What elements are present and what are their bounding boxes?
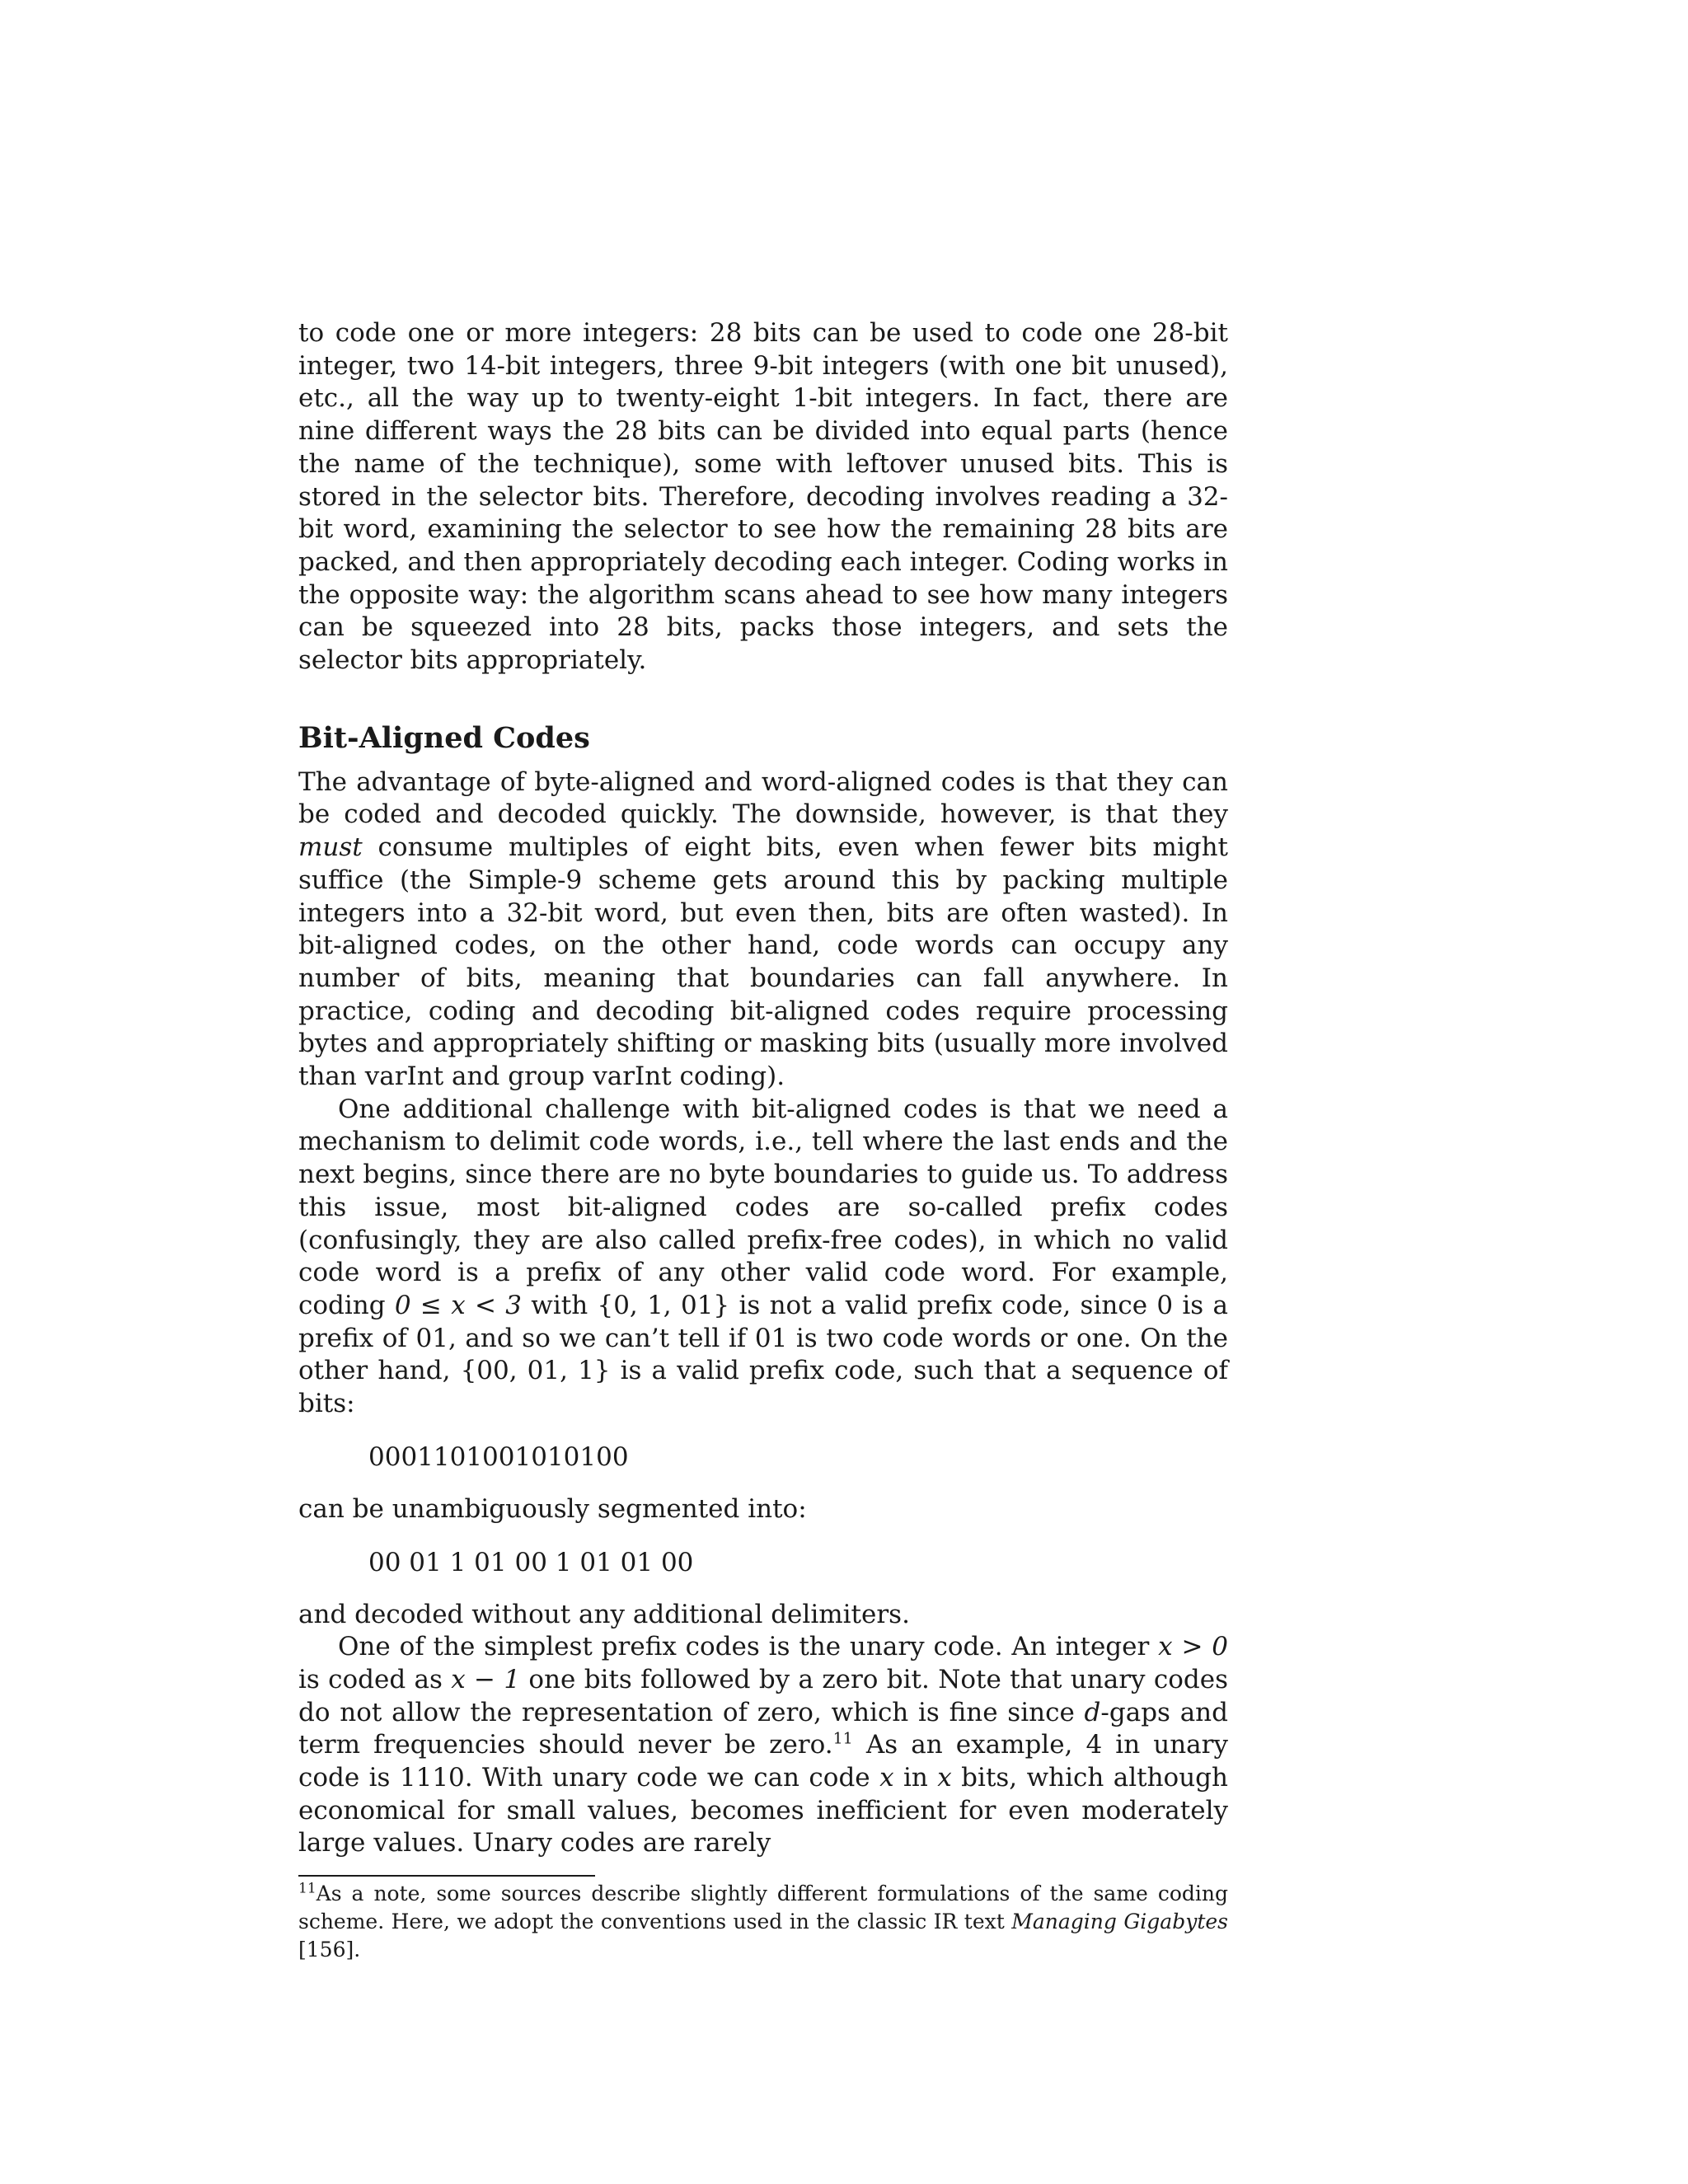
text-span: bits, which although economical for small values, becomes inefficient for even moderately large values. Unary codes are rarely <box>298 1763 1228 1858</box>
paragraph-unary-code <box>298 1631 1228 1860</box>
paragraph-decoded: and decoded without any additional delimiters. <box>298 1599 910 1629</box>
text-span: one bits followed by a zero bit. Note that unary codes do not allow the representation of zero, which is fine since <box>298 1664 1228 1727</box>
text-span: [156]. <box>298 1938 361 1962</box>
text-span: with <box>522 1290 598 1320</box>
math-x-positive: x > 0 <box>1158 1632 1229 1662</box>
math-x: x <box>937 1763 952 1793</box>
text-span: One of the simplest prefix codes is the unary code. An integer <box>338 1632 1159 1662</box>
paragraph-advantage <box>298 766 1228 1094</box>
text-span: The advantage of byte-aligned and word-aligned codes is that they can be coded and decoded quickly. The downside, however, is that they <box>298 766 1228 830</box>
paragraph-segmented-intro: can be unambiguously segmented into: <box>298 1493 807 1524</box>
display-segmented-bits: 00 01 1 01 00 1 01 01 00 <box>368 1547 694 1577</box>
text-span: is coded as <box>298 1664 452 1694</box>
text-span: One additional challenge with bit-aligned codes is that we need a mechanism to delimit code words, i.e., tell where the last ends and the next begins, since there are no byte boundaries to guide us. To address this issue, most bit-aligned codes are so-called prefix codes (confusingly, they are also called prefix-free codes), in which no valid code word is a prefix of any other valid code word. For example, coding <box>298 1094 1228 1320</box>
text-span: is a valid prefix code, such that a sequence of bits: <box>298 1356 1228 1419</box>
paragraph-prefix-codes <box>298 1094 1228 1421</box>
display-bit-sequence: 0001101001010100 <box>368 1441 629 1472</box>
section-heading: Bit-Aligned Codes <box>298 720 590 755</box>
text-span: is not a valid prefix code, since 0 is a prefix of 01, and so we can’t tell if 01 is two code words or one. On the other hand, <box>298 1290 1228 1386</box>
math-set-valid: {00, 01, 1} <box>460 1356 611 1386</box>
math-x-minus-one: x − 1 <box>451 1664 521 1694</box>
footnote-reference[interactable]: 11 <box>832 1729 853 1748</box>
footnote-divider <box>298 1875 595 1877</box>
footnote-mark: 11 <box>298 1880 316 1897</box>
text-span: in <box>893 1763 938 1793</box>
footnote <box>298 1880 1228 1964</box>
text-span: -gaps and term frequencies should never be zero. <box>298 1697 1228 1760</box>
math-d: d <box>1084 1697 1101 1727</box>
emphasis-book-title: Managing Gigabytes <box>1011 1910 1229 1934</box>
emphasis-must: must <box>298 832 363 863</box>
page-body <box>298 317 1228 1964</box>
math-x: x <box>879 1763 894 1793</box>
intro-paragraph: to code one or more integers: 28 bits can be used to code one 28-bit integer, two 14-bit integers, three 9-bit integers (with one bit unused), etc., all the way up to twenty-eight 1-bit integers. In fact, there are nine different ways the 28 bits can be divided into equal parts (hence the name of the technique), some with leftover unused bits. This is stored in the selector bits. Therefore, decoding involves reading a 32-bit word, examining the selector to see how the remaining 28 bits are packed, and then appropriately decoding each integer. Coding works in the opposite way: the algorithm scans ahead to see how many integers can be squeezed into 28 bits, packs those integers, and sets the selector bits appropriately. <box>298 318 1228 676</box>
math-set-invalid: {0, 1, 01} <box>597 1290 730 1320</box>
text-span: consume multiples of eight bits, even when fewer bits might suffice (the Simple-9 scheme gets around this by packing multiple integers into a 32-bit word, but even then, bits are often wasted). In bit-aligned codes, on the other hand, code words can occupy any number of bits, meaning that boundaries can fall anywhere. In practice, coding and decoding bit-aligned codes require processing bytes and appropriately shifting or masking bits (usually more involved than varInt and group varInt coding). <box>298 832 1228 1092</box>
math-inequality: 0 ≤ x < 3 <box>394 1290 522 1320</box>
text-span: As an example, 4 in unary code is 1110. With unary code we can code <box>298 1730 1228 1793</box>
text-span: As a note, some sources describe slightly different formulations of the same coding scheme. Here, we adopt the conventions used in the classic IR text <box>298 1882 1228 1934</box>
